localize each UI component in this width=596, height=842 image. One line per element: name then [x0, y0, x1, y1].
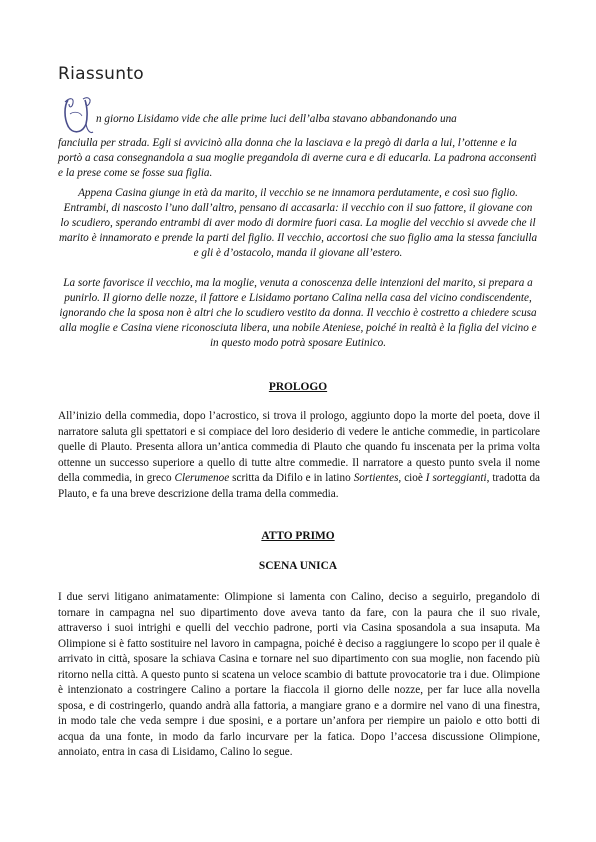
prologo-heading: PROLOGO	[268, 381, 328, 393]
summary-text-center-1: Appena Casina giunge in età da marito, il vecchio se ne innamora perdutamente, e così suo figlio. Entrambi, di nascosto l’uno dall’altro, pensano di accasarla: il vecchio con il suo fattore, il giovane con lo scudiero, sperando entrambi di aver modo di dormire fuori casa. La moglie del vecchio si avvede che il marito è innamorato e prende la parti del figlio. Il vecchio, accortosi che suo figlio ama la stessa fanciulla e gli è d’ostacolo, manda il giovane all’estero.	[58, 187, 538, 259]
prologo-paragraph	[58, 409, 540, 502]
page-title: Riassunto	[58, 64, 144, 84]
summary-paragraph-2	[58, 186, 538, 261]
atto-heading: ATTO PRIMO	[261, 530, 335, 542]
summary-first-line: n giorno Lisidamo vide che alle prime luci dell’alba stavano abbandonando una	[96, 113, 457, 125]
summary-text-left: fanciulla per strada. Egli si avvicinò alla donna che la lasciava e la pregò di darla a lui, l’ottenne e la portò a casa consegnandola a sua moglie pregandola di averne cura e di educarla. La padrona acconsentì e la prese come se fosse sua figlia.	[58, 137, 537, 179]
prologo-title-greek: Clerumenoe	[174, 472, 230, 484]
prologo-text-d: , tradotta da Plauto, e fa una breve descrizione della trama della commedia.	[58, 472, 541, 500]
summary-paragraph-3	[58, 276, 538, 351]
atto-paragraph: I due servi litigano animatamente: Olimpione si lamenta con Calino, deciso a seguirlo, pregandolo di tornare in campagna nel suo dipartimento dove aveva tanto da fare, con la paura che il suo rivale, attraverso i suoi intrighi e quelli del vecchio padrone, porti via Casina sposandola a sua insaputa. Ma Olimpione si è fatto sostituire nel lavoro in campagna, poiché è deciso a raggiungere lo scopo per il quale è arrivato in città, sposare la schiava Casina e tornare nel suo dipartimento con sua moglie, non facendo più ritorno nella città. A questo punto si scatena un veloce scambio di battute provocatorie tra i due. Olimpione è intenzionato a costringere Calino a portare la fiaccola il giorno delle nozze, per far luce alla novella sposa, e di costringerlo, quando andrà alla fattoria, a mangiare grano e a dormire nel vano di una finestra, in modo tale che veda sempre i due sposini, e a portare un’anfora per riempire un paiolo e otto botti di acqua da una fonte, in modo da farlo incurvare per la fatica. Dopo l’accesa discussione Olimpione, annoiato, entra in casa di Lisidamo, Calino lo segue.	[58, 591, 540, 758]
prologo-text-a: All’inizio della commedia, dopo l’acrostico, si trova il prologo, aggiunto dopo la morte del poeta, dove il narratore saluta gli spettatori e si compiace del loro desiderio di vedere le antiche commedie, in particolare quelle di Plauto. Presenta allora un’antica commedia di Plauto che quando fu inscenata per la prima volta ottenne un successo superiore a quello di tutte altre commedie. Il narratore a questo punto svela il nome della commedia, in greco	[58, 410, 540, 484]
scena-heading: SCENA UNICA	[258, 560, 338, 572]
prologo-text-b: scritta da Difilo e in latino	[229, 472, 354, 484]
prologo-text-c: cioè	[401, 472, 426, 484]
prologo-title-italian: I sorteggianti	[425, 472, 487, 484]
prologo-title-latin: Sortientes,	[353, 472, 402, 484]
summary-paragraph-1	[58, 136, 538, 181]
summary-text-center-2: La sorte favorisce il vecchio, ma la moglie, venuta a conoscenza delle intenzioni del marito, si prepara a punirlo. Il giorno delle nozze, il fattore e Lisidamo portano Calina nella casa del vicino condiscendente, ignorando che la sposa non è altri che lo scudiero vestito da donna. Il vecchio è costretto a chiedere scusa alla moglie e Casina viene riconosciuta libera, una nobile Ateniese, poiché in realtà è la figlia del vicino e in questo modo potrà sposare Eutinico.	[59, 277, 537, 349]
decorative-dropcap-icon	[60, 94, 94, 136]
